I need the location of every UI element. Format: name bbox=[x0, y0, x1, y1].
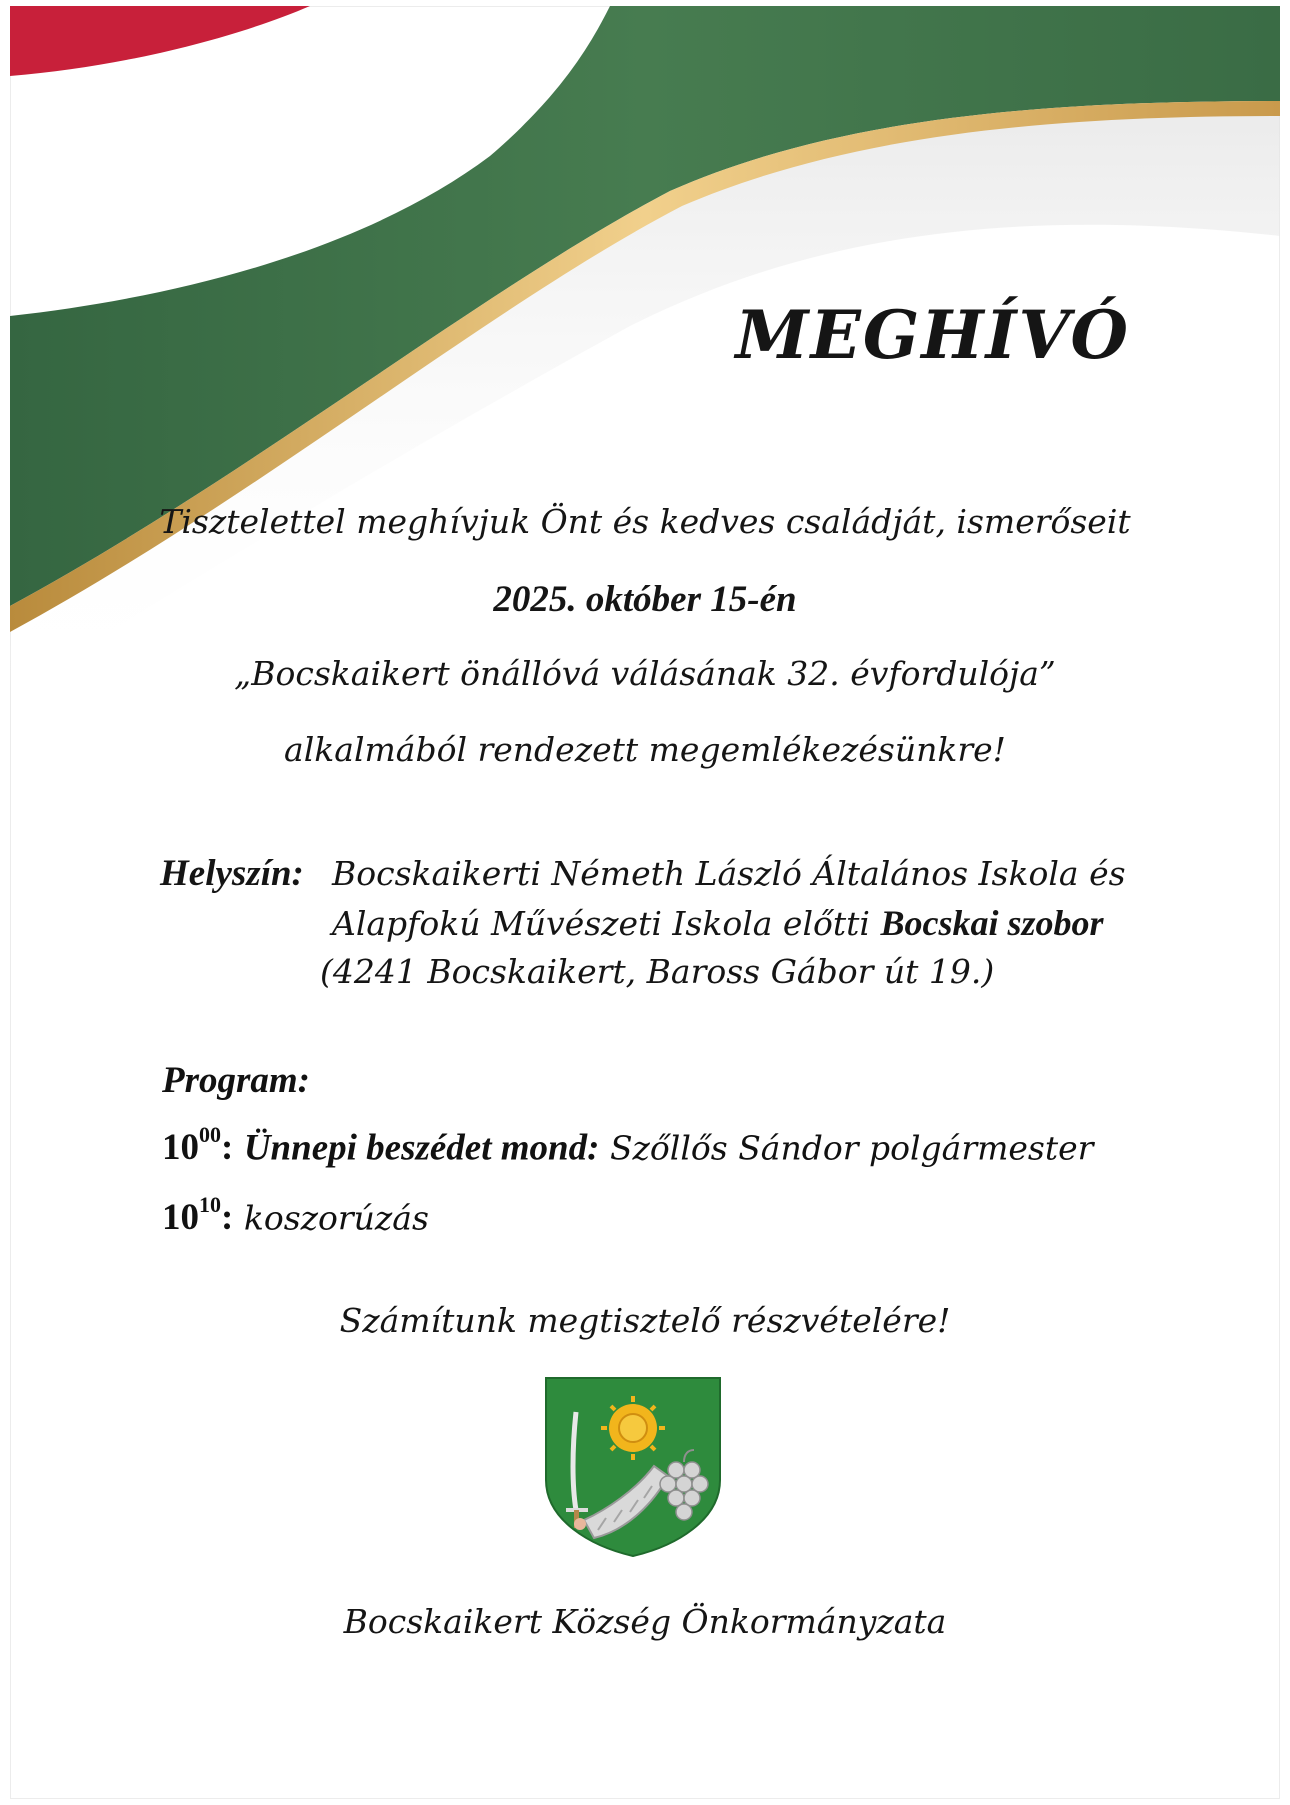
occasion-tail-line: alkalmából rendezett megemlékezésünkre! bbox=[284, 730, 1006, 769]
crest-icon bbox=[536, 1370, 730, 1560]
intro-line: Tisztelettel meghívjuk Önt és kedves családját, ismerőseit bbox=[159, 502, 1131, 541]
location-line-2-prefix: Alapfokú Művészeti Iskola előtti bbox=[332, 904, 870, 943]
program-time: $10^{10}$: bbox=[162, 1192, 234, 1239]
closing-line: Számítunk megtisztelő részvételére! bbox=[339, 1301, 951, 1340]
location-line-2 bbox=[332, 902, 1104, 944]
location-address: (4241 Bocskaikert, Baross Gábor út 19.) bbox=[320, 952, 995, 991]
program-item bbox=[162, 1122, 1094, 1169]
invitation-title: MEGHÍVÓ bbox=[735, 296, 1130, 374]
program-item bbox=[162, 1192, 429, 1239]
occasion-line: „Bocskaikert önállóvá válásának 32. évfordulója” bbox=[234, 654, 1056, 693]
program-role: Ünnepi beszédet mond: bbox=[243, 1127, 600, 1169]
program-text: koszorúzás bbox=[243, 1198, 429, 1238]
location-line-1: Bocskaikerti Németh László Általános Iskola és bbox=[332, 854, 1126, 893]
location-landmark: Bocskai szobor bbox=[880, 903, 1104, 943]
program-label: Program: bbox=[162, 1060, 310, 1101]
invitation-page bbox=[10, 6, 1280, 1799]
event-date: 2025. október 15-én bbox=[493, 579, 797, 620]
location-label: Helyszín: bbox=[160, 853, 304, 894]
organizer-name: Bocskaikert Község Önkormányzata bbox=[343, 1602, 947, 1641]
program-time: $10^{00}$: bbox=[162, 1122, 234, 1169]
program-text: Szőllős Sándor polgármester bbox=[609, 1128, 1094, 1168]
